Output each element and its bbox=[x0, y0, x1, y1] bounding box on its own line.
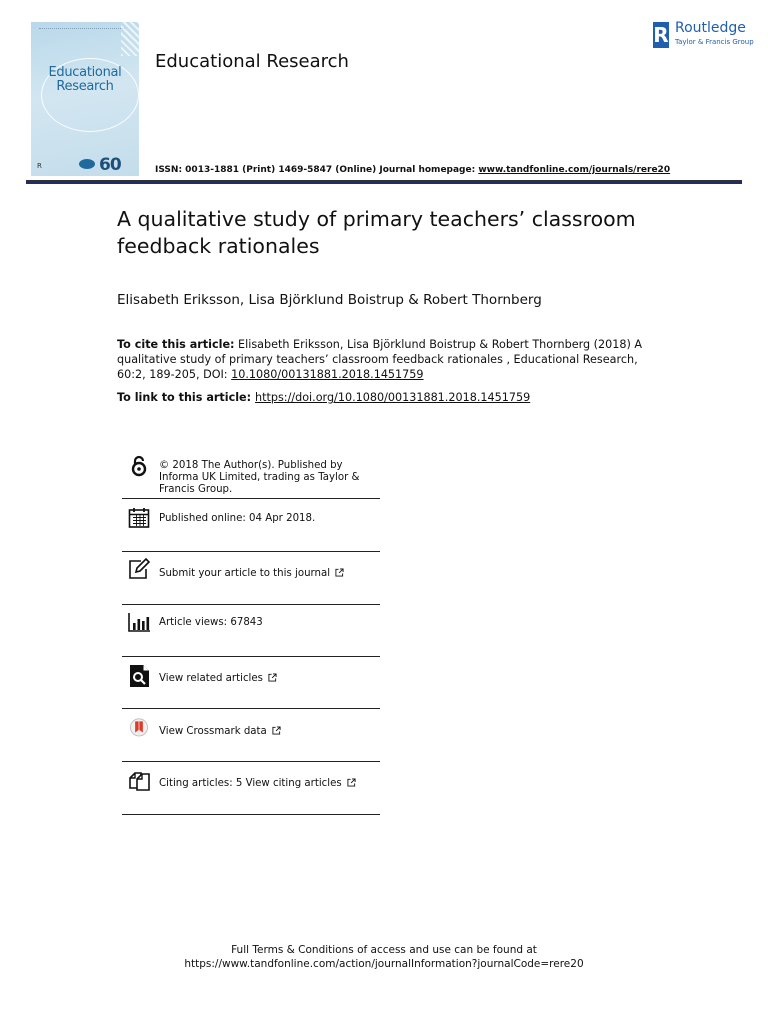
cover-badge bbox=[79, 159, 95, 169]
published-date: Published online: 04 Apr 2018. bbox=[159, 513, 316, 524]
external-link-icon bbox=[272, 726, 281, 735]
footer-terms-link[interactable]: https://www.tandfonline.com/action/journalInformation?journalCode=rere20 bbox=[184, 958, 584, 970]
edit-icon bbox=[127, 557, 151, 581]
citation-label: To cite this article: bbox=[117, 338, 235, 351]
row-divider bbox=[122, 761, 380, 762]
citation-text: Elisabeth Eriksson, Lisa Björklund Boistrup & Robert Thornberg (2018) A qualitative study of primary teachers’ classroom feedback rationales , Educational Research, 60:2, 189-205, DOI: bbox=[117, 338, 643, 381]
cover-header-line bbox=[39, 28, 125, 31]
cover-title-line2: Research bbox=[56, 79, 114, 94]
cover-publisher-logo: R bbox=[37, 162, 42, 170]
issn-line bbox=[155, 165, 670, 175]
external-link-icon bbox=[268, 673, 277, 682]
row-divider bbox=[122, 551, 380, 552]
header-divider-thick bbox=[26, 181, 742, 184]
link-label: To link to this article: bbox=[117, 391, 255, 404]
article-link-line bbox=[117, 391, 530, 404]
row-divider bbox=[122, 656, 380, 657]
citing-articles-icon bbox=[127, 769, 151, 793]
related-articles-link[interactable] bbox=[159, 673, 383, 685]
article-views: Article views: 67843 bbox=[159, 617, 263, 628]
article-authors: Elisabeth Eriksson, Lisa Björklund Boistrup & Robert Thornberg bbox=[117, 292, 542, 308]
journal-homepage-link[interactable]: www.tandfonline.com/journals/rere20 bbox=[478, 165, 671, 175]
cover-corner-stripe bbox=[121, 22, 139, 56]
journal-cover-image bbox=[31, 22, 139, 176]
row-divider bbox=[122, 814, 380, 815]
crossmark-link[interactable] bbox=[159, 726, 383, 738]
footer-line1: Full Terms & Conditions of access and use can be found at bbox=[231, 944, 537, 956]
submit-link-label: Submit your article to this journal bbox=[159, 568, 331, 579]
crossmark-icon bbox=[127, 718, 151, 742]
external-link-icon bbox=[335, 568, 344, 577]
article-title: A qualitative study of primary teachers’ classroom feedback rationales bbox=[117, 207, 636, 258]
publisher-name: Routledge bbox=[675, 20, 746, 36]
article-doi-link[interactable]: https://doi.org/10.1080/00131881.2018.1451759 bbox=[255, 391, 531, 404]
issn-text: ISSN: 0013-1881 (Print) 1469-5847 (Online) Journal homepage: bbox=[155, 165, 479, 175]
row-divider bbox=[122, 498, 380, 499]
cover-title bbox=[31, 66, 139, 94]
external-link-icon bbox=[347, 778, 356, 787]
bar-chart-icon bbox=[127, 610, 151, 634]
submit-link[interactable] bbox=[159, 568, 383, 580]
footer-terms bbox=[0, 943, 768, 971]
related-articles-label: View related articles bbox=[159, 673, 263, 684]
citing-articles-link[interactable] bbox=[159, 778, 383, 790]
row-divider bbox=[122, 708, 380, 709]
publisher-subtitle: Taylor & Francis Group bbox=[675, 38, 754, 46]
citation-doi-link[interactable]: 10.1080/00131881.2018.1451759 bbox=[231, 368, 424, 381]
citing-articles-label: Citing articles: 5 View citing articles bbox=[159, 778, 342, 789]
routledge-mark-icon: R bbox=[653, 23, 669, 47]
cover-title-line1: Educational bbox=[48, 65, 122, 80]
open-access-icon bbox=[127, 454, 151, 478]
row-divider bbox=[122, 604, 380, 605]
related-articles-icon bbox=[127, 664, 151, 688]
journal-name: Educational Research bbox=[155, 51, 349, 72]
license-text: © 2018 The Author(s). Published by Informa UK Limited, trading as Taylor & Francis Group. bbox=[159, 460, 360, 495]
citation-block bbox=[117, 337, 647, 382]
crossmark-label: View Crossmark data bbox=[159, 726, 267, 737]
cover-anniversary-logo: 60 bbox=[99, 155, 121, 175]
calendar-icon bbox=[127, 506, 151, 530]
